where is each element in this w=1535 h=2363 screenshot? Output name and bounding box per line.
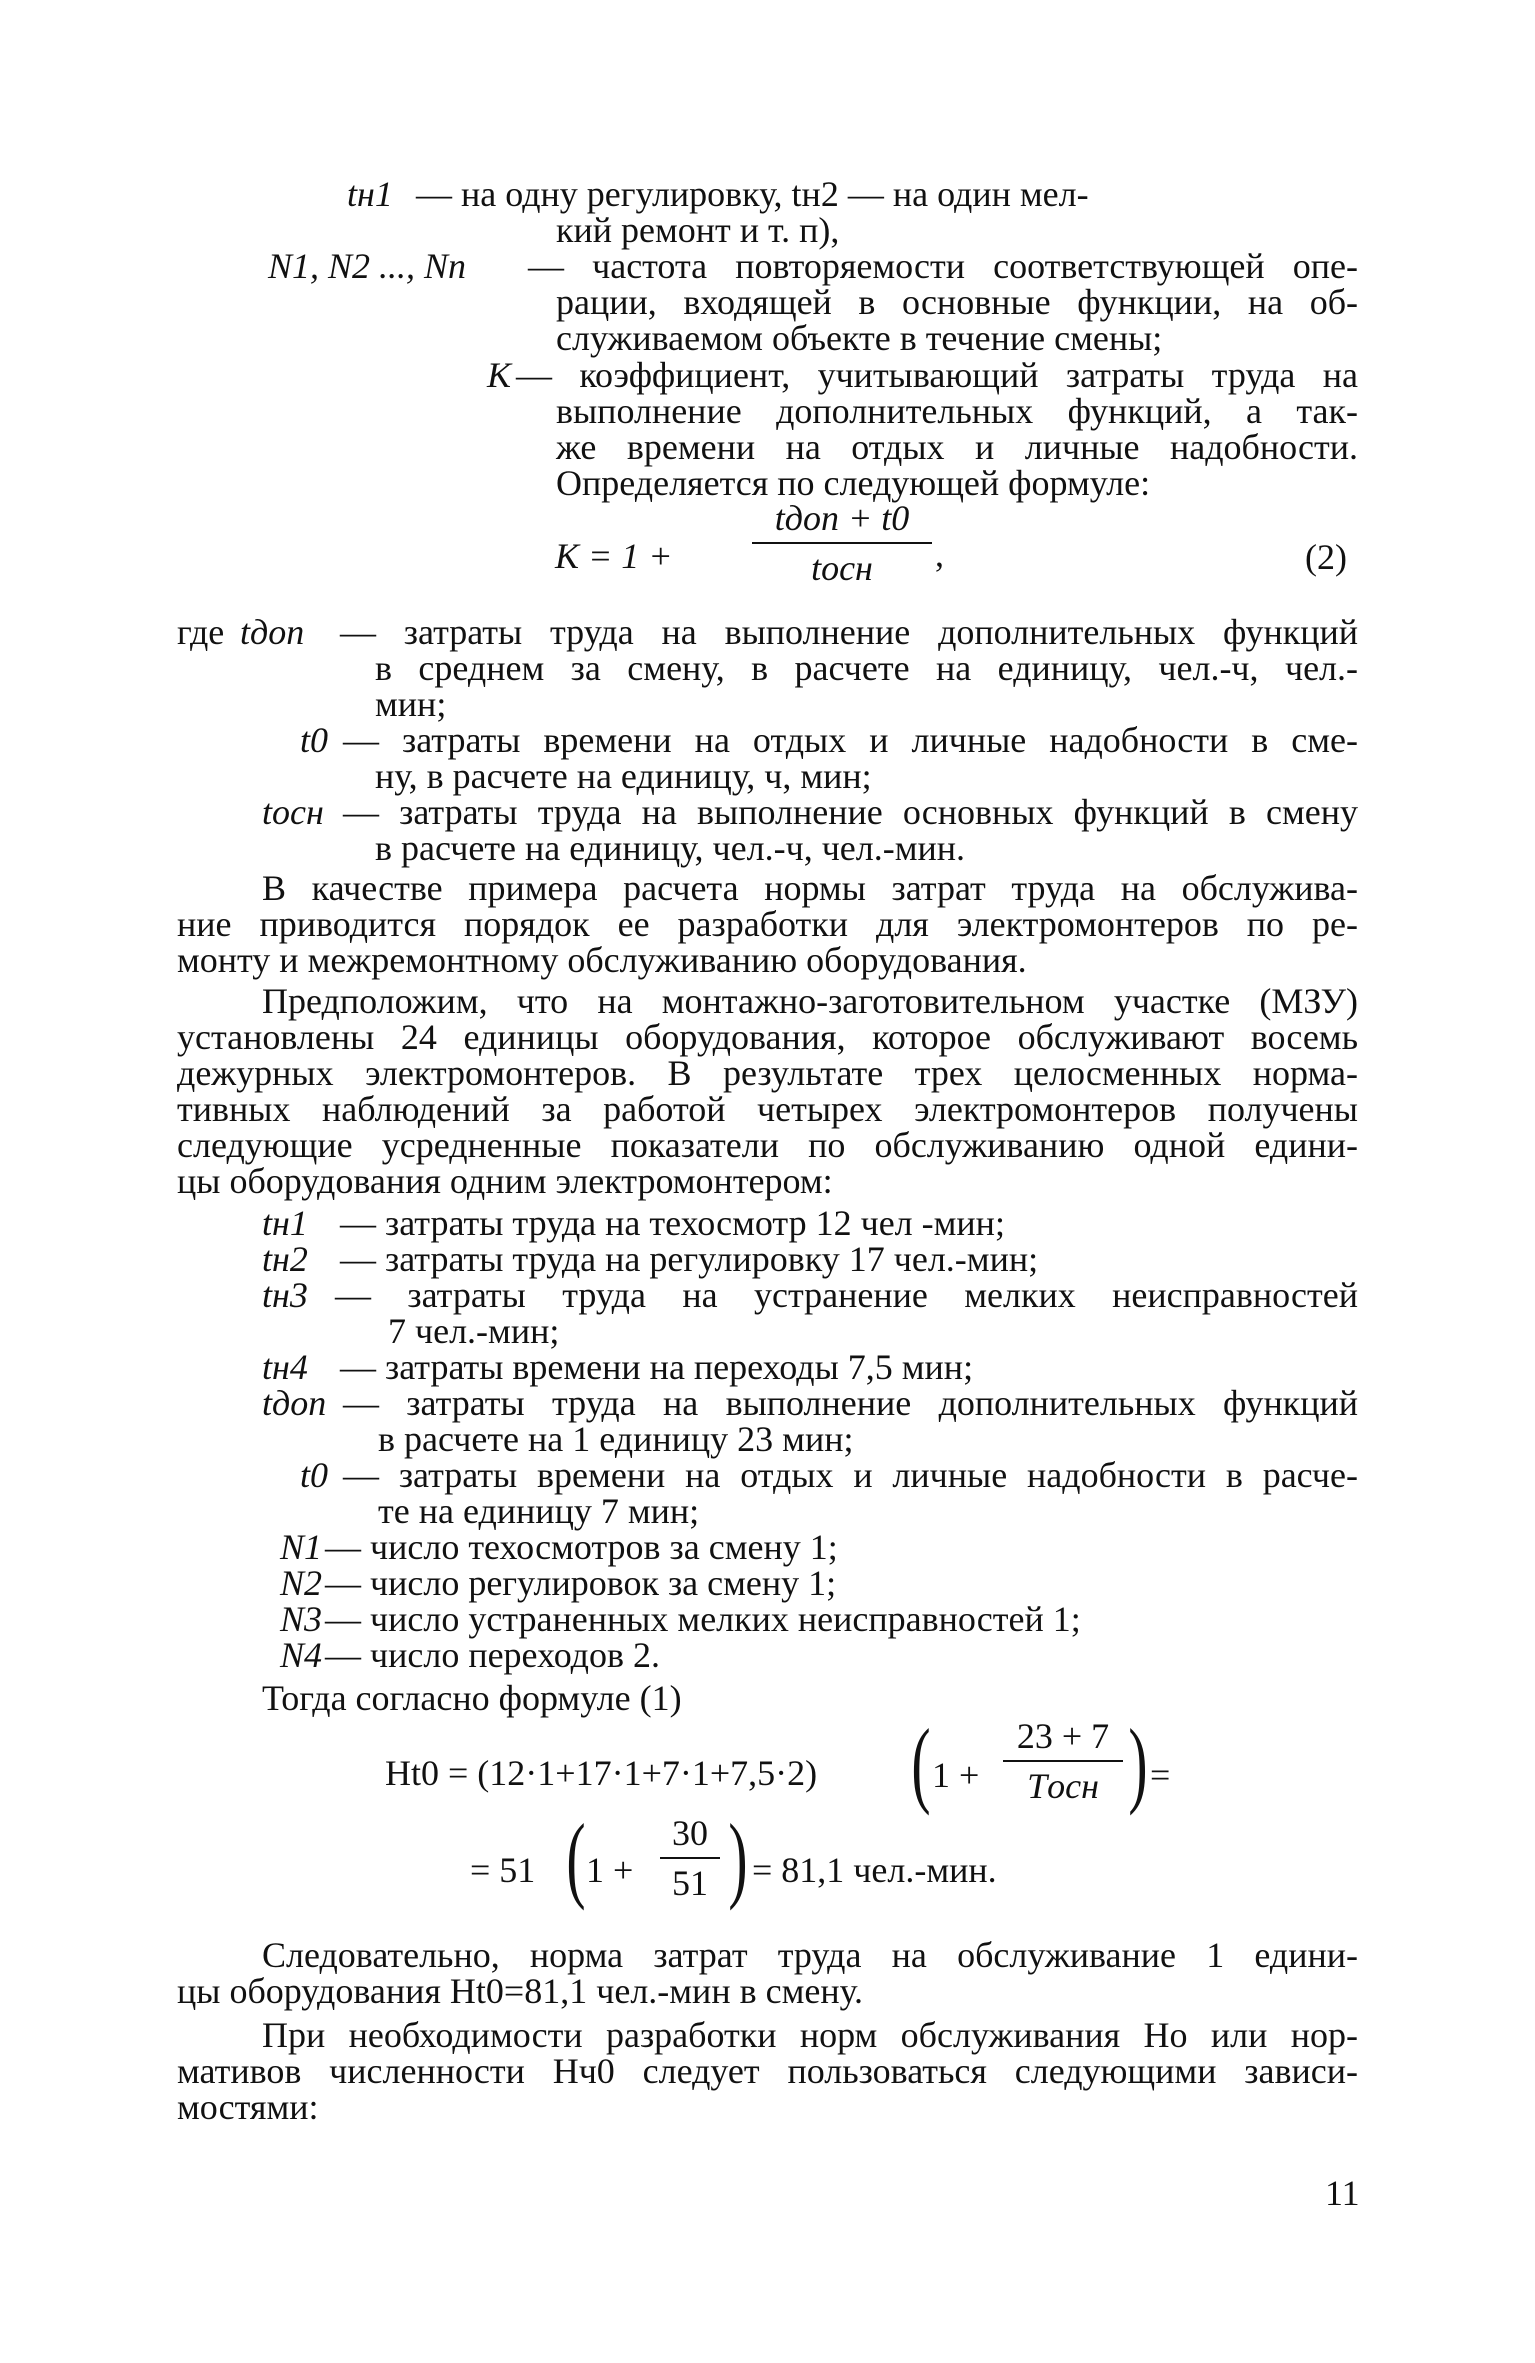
paragraph-line: дежурных электромонтеров. В результате трех целосменных норма-	[177, 1053, 1358, 1093]
paragraph-line: ние приводится порядок ее разработки для электромонтеров по ре-	[177, 904, 1358, 944]
def-text: — затраты труда на выполнение дополнительных функций	[340, 612, 1358, 652]
value-text: те на единицу 7 мин;	[378, 1491, 700, 1531]
calc-open: 1 +	[586, 1850, 634, 1890]
def-term: tосн	[262, 792, 324, 832]
calc-fraction	[660, 1815, 720, 1901]
def-term: tн1	[347, 174, 393, 214]
def-term: K	[487, 355, 512, 395]
value-text: — число регулировок за смену 1;	[325, 1563, 837, 1603]
paragraph-line: В качестве примера расчета нормы затрат труда на обслужива-	[262, 868, 1358, 908]
fraction-bar	[1003, 1760, 1123, 1762]
value-term: N3	[280, 1599, 323, 1639]
value-text: 7 чел.-мин;	[388, 1311, 560, 1351]
value-term: tн3	[262, 1275, 308, 1315]
value-text: в расчете на 1 единицу 23 мин;	[378, 1419, 854, 1459]
def-text: рации, входящей в основные функции, на об-	[556, 282, 1358, 322]
def-text: — затраты времени на отдых и личные надобности в сме-	[343, 720, 1358, 760]
calc-lhs: Ht0 = (12·1+17·1+7·1+7,5·2)	[385, 1753, 818, 1793]
close-paren: )	[1128, 1709, 1148, 1816]
equation-number: (2)	[1305, 537, 1347, 577]
value-text: — затраты труда на устранение мелких неисправностей	[335, 1275, 1358, 1315]
calc-lhs: = 51	[470, 1850, 536, 1890]
calc-eq: =	[1150, 1755, 1171, 1795]
value-text: — затраты труда на техосмотр 12 чел -мин;	[340, 1203, 1005, 1243]
value-text: — затраты времени на отдых и личные надобности в расче-	[343, 1455, 1358, 1495]
formula-lhs: K = 1 +	[555, 536, 673, 576]
value-text: — число техосмотров за смену 1;	[325, 1527, 838, 1567]
value-text: — затраты труда на регулировку 17 чел.-мин;	[340, 1239, 1039, 1279]
paragraph-line: следующие усредненные показатели по обслуживанию одной едини-	[177, 1125, 1358, 1165]
value-term: tдоп	[262, 1383, 327, 1423]
paragraph-line: монту и межремонтному обслуживанию оборудования.	[177, 940, 1027, 980]
close-paren: )	[728, 1804, 748, 1911]
def-text: Определяется по следующей формуле:	[556, 463, 1151, 503]
calc-rhs: = 81,1 чел.-мин.	[752, 1850, 997, 1890]
def-text: ну, в расчете на единицу, ч, мин;	[375, 756, 872, 796]
paragraph-line: цы оборудования Ht0=81,1 чел.-мин в смену.	[177, 1971, 863, 2011]
value-term: tн1	[262, 1203, 308, 1243]
def-term: t0	[300, 720, 329, 760]
def-text: — на одну регулировку, tн2 — на один мел-	[416, 174, 1089, 214]
paragraph-line: цы оборудования одним электромонтером:	[177, 1161, 833, 1201]
def-text: же времени на отдых и личные надобности.	[556, 427, 1358, 467]
value-term: N2	[280, 1563, 323, 1603]
value-term: N4	[280, 1635, 323, 1675]
value-text: — число переходов 2.	[325, 1635, 660, 1675]
def-text: — коэффициент, учитывающий затраты труда на	[516, 355, 1358, 395]
paragraph-line: тивных наблюдений за работой четырех электромонтеров получены	[177, 1089, 1358, 1129]
page-number: 11	[1325, 2173, 1360, 2213]
value-term: t0	[300, 1455, 329, 1495]
calc-denominator: 51	[672, 1863, 708, 1903]
def-text: кий ремонт и т. п),	[556, 210, 840, 250]
value-text: — затраты труда на выполнение дополнительных функций	[343, 1383, 1358, 1423]
fraction-bar	[660, 1857, 720, 1859]
paragraph-line: установлены 24 единицы оборудования, которое обслуживают восемь	[177, 1017, 1358, 1057]
def-text: выполнение дополнительных функций, а так-	[556, 391, 1358, 431]
paragraph-line: мостями:	[177, 2087, 319, 2127]
def-text: — затраты труда на выполнение основных функций в смену	[343, 792, 1358, 832]
value-text: — затраты времени на переходы 7,5 мин;	[340, 1347, 974, 1387]
formula-fraction	[752, 500, 932, 586]
def-term: tдоп	[240, 612, 305, 652]
calc-open: 1 +	[932, 1755, 980, 1795]
def-text: служиваемом объекте в течение смены;	[556, 318, 1163, 358]
value-text: — число устраненных мелких неисправностей 1;	[325, 1599, 1081, 1639]
calc-numerator: 30	[672, 1813, 708, 1853]
formula-denominator: tосн	[811, 548, 873, 588]
value-term: tн2	[262, 1239, 308, 1279]
def-text: — частота повторяемости соответствующей опе-	[528, 246, 1358, 286]
fraction-bar	[752, 542, 932, 544]
paragraph-line: мативов численности Hч0 следует пользоваться следующими зависи-	[177, 2051, 1358, 2091]
def-text: мин;	[375, 684, 447, 724]
where-lead: где	[177, 612, 225, 652]
calc-numerator: 23 + 7	[1016, 1716, 1110, 1756]
calc-denominator: Tосн	[1027, 1766, 1099, 1806]
value-term: N1	[280, 1527, 323, 1567]
value-term: tн4	[262, 1347, 308, 1387]
paragraph-line: Тогда согласно формуле (1)	[262, 1678, 682, 1718]
def-text: в среднем за смену, в расчете на единицу, чел.-ч, чел.-	[375, 648, 1358, 688]
open-paren: (	[566, 1804, 586, 1911]
calc-fraction	[1003, 1718, 1123, 1804]
def-term: N1, N2 ..., Nn	[268, 246, 467, 286]
paragraph-line: Следовательно, норма затрат труда на обслуживание 1 едини-	[262, 1935, 1358, 1975]
paragraph-line: Предположим, что на монтажно-заготовительном участке (МЗУ)	[262, 981, 1358, 1021]
def-text: в расчете на единицу, чел.-ч, чел.-мин.	[375, 828, 966, 868]
open-paren: (	[911, 1709, 931, 1816]
formula-numerator: tдоп + t0	[774, 498, 910, 538]
paragraph-line: При необходимости разработки норм обслуживания Hо или нор-	[262, 2015, 1358, 2055]
formula-comma: ,	[935, 534, 944, 574]
